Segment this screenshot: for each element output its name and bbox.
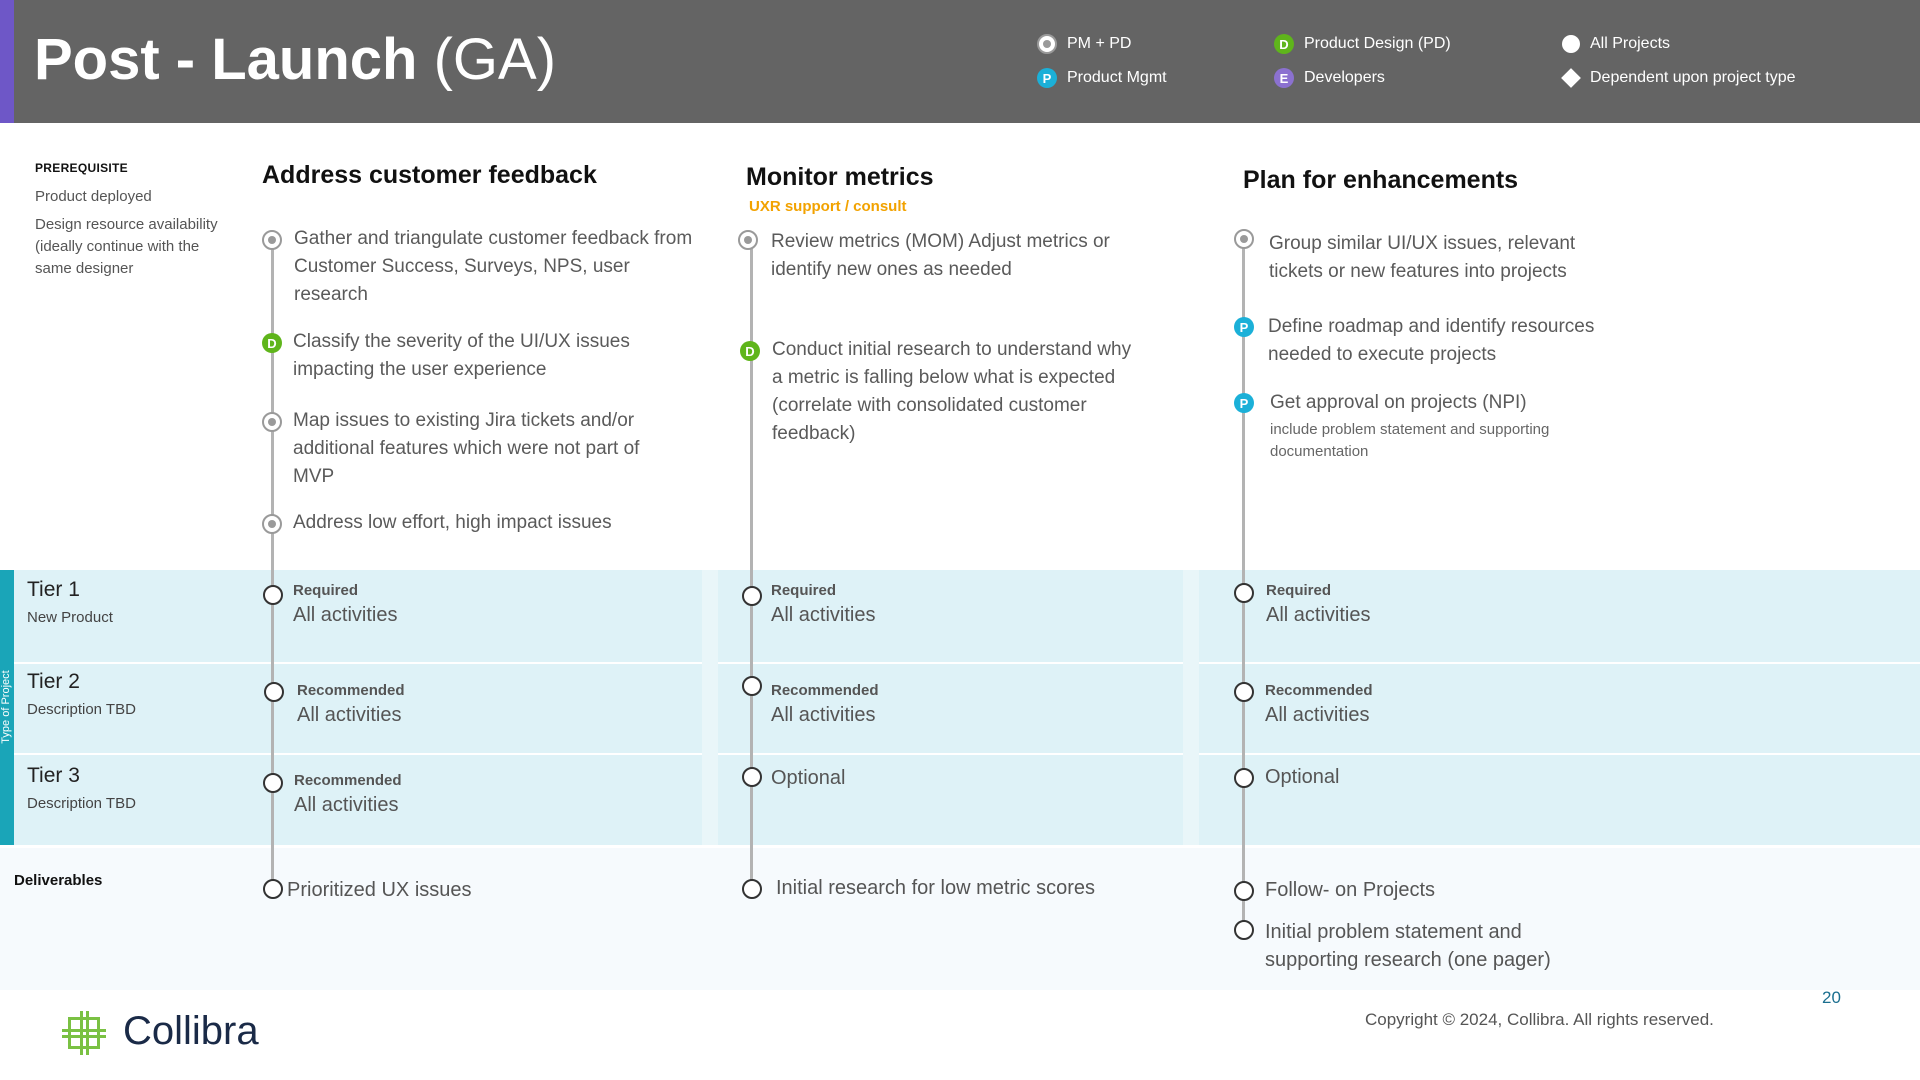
tier-2-band <box>0 664 1920 753</box>
activity-text <box>1270 389 1630 463</box>
tier-1-marker <box>263 585 283 605</box>
tier-2-requirement: Recommended <box>1265 682 1373 699</box>
tier-1-desc: New Product <box>27 609 113 626</box>
deliverable-marker <box>1234 920 1254 940</box>
type-of-project-label: Type of Project <box>0 670 12 744</box>
deliverables-label: Deliverables <box>14 872 103 889</box>
header-accent-bar <box>0 0 14 123</box>
tier-1-requirement: Required <box>771 582 837 599</box>
legend-dependent: Dependent upon project type <box>1562 69 1795 87</box>
timeline-line <box>750 238 753 890</box>
tier-2-desc: Description TBD <box>27 701 136 718</box>
tier-2-requirement: Recommended <box>771 682 879 699</box>
tier-3-scope: All activities <box>294 794 399 816</box>
tier-2-marker <box>742 676 762 696</box>
activity-text: Group similar UI/UX issues, relevant tickets or new features into projects <box>1269 233 1576 282</box>
tier-1-name: Tier 1 <box>27 578 80 601</box>
tier-2-marker <box>264 682 284 702</box>
people-icon <box>738 230 758 250</box>
product-mgmt-badge-icon: P <box>1234 393 1254 413</box>
legend-all-projects: All Projects <box>1562 35 1670 53</box>
column-title: Plan for enhancements <box>1243 166 1519 194</box>
activity-text: Gather and triangulate customer feedback from Customer Success, Surveys, NPS, user research <box>294 228 693 305</box>
column-gap <box>1183 570 1199 845</box>
tier-3-desc: Description TBD <box>27 795 136 812</box>
prerequisite-heading: PREREQUISITE <box>35 161 128 175</box>
deliverable-text: Follow- on Projects <box>1265 879 1436 901</box>
deliverable-text: Initial problem statement and supporting research (one pager) <box>1265 921 1551 971</box>
collibra-logo-text: Collibra <box>123 1009 259 1053</box>
tier-3-name: Tier 3 <box>27 764 80 787</box>
product-design-badge-icon: D <box>262 333 282 353</box>
people-icon <box>262 412 282 432</box>
column-title: Address customer feedback <box>262 161 597 189</box>
activity-text: Address low effort, high impact issues <box>293 512 612 533</box>
deliverable-text: Prioritized UX issues <box>287 879 472 901</box>
deliverable-text: Initial research for low metric scores <box>776 877 1095 899</box>
product-mgmt-badge-icon: P <box>1234 317 1254 337</box>
tier-1-scope: All activities <box>293 604 398 626</box>
people-icon <box>1037 34 1057 54</box>
white-circle-icon <box>1562 35 1580 53</box>
tier-1-scope: All activities <box>771 604 876 626</box>
deliverable-marker <box>263 879 283 899</box>
collibra-logo-icon <box>60 1009 108 1057</box>
copyright-text: Copyright © 2024, Collibra. All rights reserved. <box>1365 1010 1714 1029</box>
product-mgmt-badge-icon: P <box>1037 68 1057 88</box>
legend-pm-pd: PM + PD <box>1037 34 1131 54</box>
tier-3-scope: Optional <box>771 767 846 789</box>
tier-1-scope: All activities <box>1266 604 1371 626</box>
tier-2-scope: All activities <box>297 704 402 726</box>
activity-text: Classify the severity of the UI/UX issues impacting the user experience <box>293 331 630 380</box>
tier-3-marker <box>1234 768 1254 788</box>
activity-text: Review metrics (MOM) Adjust metrics or identify new ones as needed <box>771 231 1110 280</box>
tier-3-scope: Optional <box>1265 766 1340 788</box>
deliverable-marker <box>1234 881 1254 901</box>
tier-3-requirement: Recommended <box>294 772 402 789</box>
column-gap <box>702 570 718 845</box>
tier-1-requirement: Required <box>293 582 359 599</box>
deliverable-marker <box>742 879 762 899</box>
tier-2-name: Tier 2 <box>27 670 80 693</box>
tier-2-scope: All activities <box>771 704 876 726</box>
activity-text: Map issues to existing Jira tickets and/or additional features which were not part of MVP <box>293 410 640 487</box>
people-icon <box>262 230 282 250</box>
white-diamond-icon <box>1561 68 1581 88</box>
people-icon <box>262 514 282 534</box>
prerequisite-item: Design resource availability (ideally continue with the same designer <box>35 216 218 277</box>
tier-2-requirement: Recommended <box>297 682 405 699</box>
product-design-badge-icon: D <box>1274 34 1294 54</box>
column-subtitle: UXR support / consult <box>749 198 907 215</box>
page-number: 20 <box>1822 988 1841 1007</box>
legend-product-mgmt: P Product Mgmt <box>1037 68 1167 88</box>
people-icon <box>1234 229 1254 249</box>
tier-2-scope: All activities <box>1265 704 1370 726</box>
developers-badge-icon: E <box>1274 68 1294 88</box>
activity-text: Conduct initial research to understand why a metric is falling below what is expected (correlate with consolidated customer feedback) <box>772 339 1132 444</box>
product-design-badge-icon: D <box>740 341 760 361</box>
tier-3-marker <box>263 773 283 793</box>
tier-1-marker <box>742 586 762 606</box>
tier-2-marker <box>1234 682 1254 702</box>
activity-text: Define roadmap and identify resources needed to execute projects <box>1268 316 1595 365</box>
activity-main-text: Get approval on projects (NPI) <box>1270 392 1527 413</box>
tier-3-band <box>0 755 1920 845</box>
deliverables-band <box>0 848 1920 990</box>
column-title: Monitor metrics <box>746 163 934 191</box>
legend-developers: E Developers <box>1274 68 1385 88</box>
tier-3-marker <box>742 767 762 787</box>
tier-1-band <box>0 570 1920 662</box>
legend-product-design: D Product Design (PD) <box>1274 34 1451 54</box>
tier-1-marker <box>1234 583 1254 603</box>
activity-note: include problem statement and supporting documentation <box>1270 421 1550 460</box>
prerequisite-item: Product deployed <box>35 188 152 205</box>
page-title: Post - Launch (GA) <box>34 27 557 92</box>
tier-1-requirement: Required <box>1266 582 1332 599</box>
